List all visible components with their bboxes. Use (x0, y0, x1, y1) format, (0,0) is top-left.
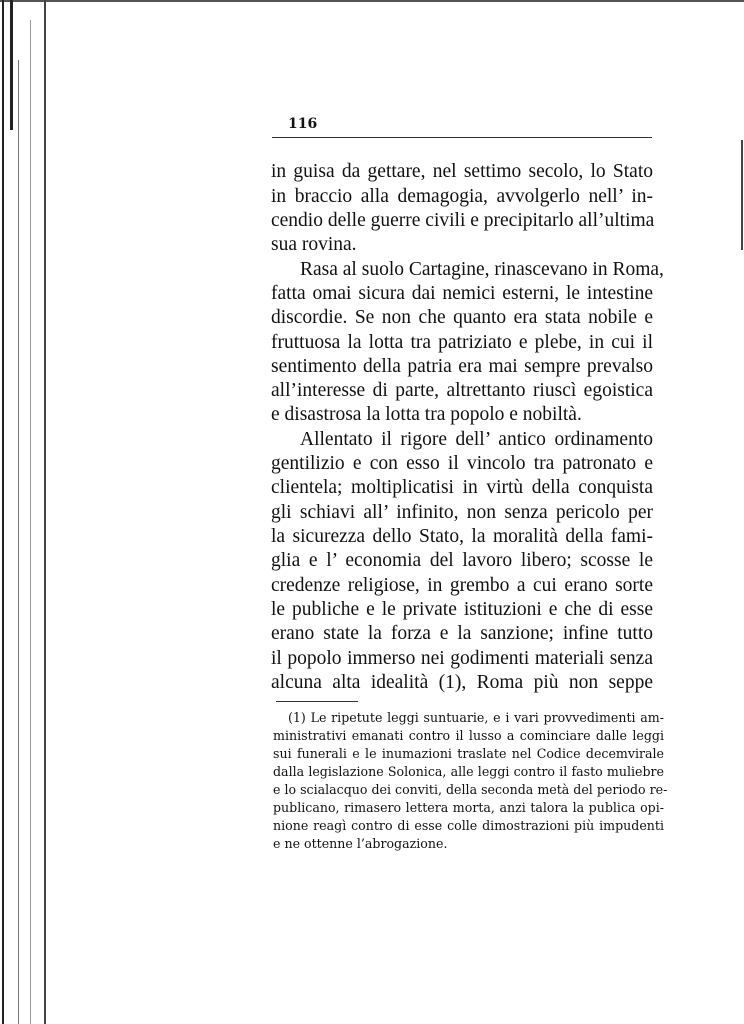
scan-edge (10, 0, 13, 130)
scan-edge (2, 0, 4, 1024)
footnote-line: publicano, rimasero lettera morta, anzi talora la publica opi- (273, 800, 664, 815)
text-line: in braccio alla demagogia, avvolgerlo nell’ in- (271, 186, 653, 207)
text-line: cendio delle guerre civili e precipitarlo all’ultima (271, 210, 655, 231)
text-line: fatta omai sicura dai nemici esterni, le intestine (271, 283, 653, 304)
footnote-line: nione reagì contro di esse colle dimostrazioni più impudenti (273, 818, 664, 833)
text-line: Allentato il rigore dell’ antico ordinamento (300, 429, 653, 450)
header-rule (272, 137, 652, 138)
scan-edge (18, 60, 19, 1024)
footnote-line: e ne ottenne l’abrogazione. (273, 836, 448, 851)
text-line: la sicurezza dello Stato, la moralità della fami- (271, 526, 653, 547)
footnote-rule (276, 701, 358, 702)
text-line: erano state la forza e la sanzione; infine tutto (271, 623, 653, 644)
text-line: il popolo immerso nei godimenti materiali senza (271, 648, 653, 669)
text-line: sua rovina. (271, 234, 357, 255)
footnote-line: e lo scialacquo dei conviti, della seconda metà del periodo re- (273, 782, 668, 797)
text-line: all’interesse di parte, altrettanto riuscì egoistica (271, 380, 653, 401)
text-line: le publiche e le private istituzioni e che di esse (271, 599, 653, 620)
text-line: Rasa al suolo Cartagine, rinascevano in Roma, (300, 259, 664, 280)
text-line: in guisa da gettare, nel settimo secolo, lo Stato (271, 161, 653, 182)
scan-edge (44, 0, 46, 1024)
footnote-line: sui funerali e le inumazioni traslate nel Codice decemvirale (273, 746, 664, 761)
text-line: alcuna alta idealità (1), Roma più non seppe (271, 672, 653, 693)
text-line: glia e l’ economia del lavoro libero; scosse le (271, 550, 653, 571)
text-line: e disastrosa la lotta tra popolo e nobiltà. (271, 404, 582, 425)
page-number: 116 (288, 116, 318, 132)
footnote-line: (1) Le ripetute leggi suntuarie, e i vari provvedimenti am- (288, 710, 664, 725)
text-line: discordie. Se non che quanto era stata nobile e (271, 307, 653, 328)
footnote-line: ministrativi emanati contro il lusso a cominciare dalle leggi (273, 728, 664, 743)
text-line: credenze religiose, in grembo a cui erano sorte (271, 575, 653, 596)
text-line: clientela; moltiplicatisi in virtù della conquista (271, 477, 653, 498)
text-line: fruttuosa la lotta tra patriziato e plebe, in cui il (271, 332, 653, 353)
text-line: gli schiavi all’ infinito, non senza pericolo per (271, 502, 653, 523)
text-line: sentimento della patria era mai sempre prevalso (271, 356, 653, 377)
text-line: gentilizio e con esso il vincolo tra patronato e (271, 453, 653, 474)
scan-edge (741, 140, 743, 250)
scan-edge (0, 0, 744, 2)
footnote-line: dalla legislazione Solonica, alle leggi contro il fasto muliebre (273, 764, 664, 779)
scan-edge (30, 20, 31, 1024)
